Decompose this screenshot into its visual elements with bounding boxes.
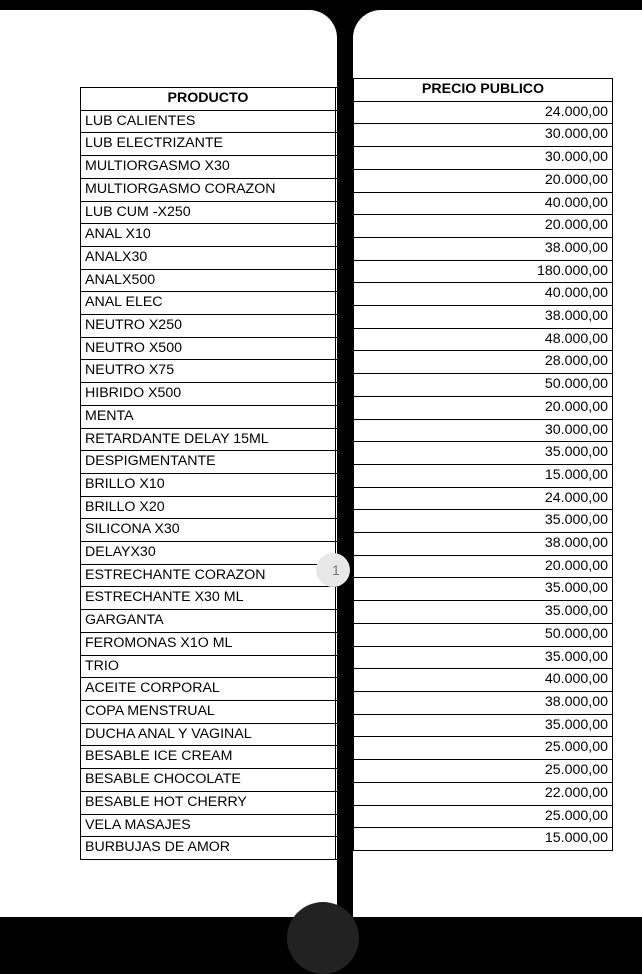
product-row	[81, 769, 338, 792]
price-value: 30.000,00	[354, 147, 613, 170]
price-row	[354, 623, 613, 646]
price-value: 50.000,00	[354, 374, 613, 397]
price-row	[354, 237, 613, 260]
product-name: GARGANTA	[81, 610, 336, 633]
price-row	[354, 828, 613, 851]
product-name: BESABLE ICE CREAM	[81, 746, 336, 769]
product-row	[81, 246, 338, 269]
product-row	[81, 746, 338, 769]
product-name: ESTRECHANTE CORAZON	[81, 564, 336, 587]
column-divider	[335, 246, 337, 269]
price-value: 40.000,00	[354, 669, 613, 692]
column-divider	[335, 428, 337, 451]
product-row	[81, 496, 338, 519]
right-page	[353, 10, 642, 917]
price-list	[354, 101, 613, 850]
price-row	[354, 782, 613, 805]
product-name: LUB ELECTRIZANTE	[81, 133, 336, 156]
column-divider	[335, 723, 337, 746]
product-name: ANALX30	[81, 246, 336, 269]
product-row	[81, 110, 338, 133]
product-header-row	[81, 88, 338, 111]
price-value: 22.000,00	[354, 782, 613, 805]
price-row	[354, 487, 613, 510]
product-name: ESTRECHANTE X30 ML	[81, 587, 336, 610]
column-divider	[335, 156, 337, 179]
product-row	[81, 542, 338, 565]
price-row	[354, 691, 613, 714]
column-divider	[335, 678, 337, 701]
product-name: BESABLE CHOCOLATE	[81, 769, 336, 792]
column-divider	[335, 337, 337, 360]
price-value: 38.000,00	[354, 306, 613, 329]
product-row	[81, 405, 338, 428]
price-row	[354, 555, 613, 578]
scroll-handle[interactable]	[287, 902, 359, 974]
price-value: 20.000,00	[354, 555, 613, 578]
price-row	[354, 760, 613, 783]
product-row	[81, 337, 338, 360]
price-header-row	[354, 79, 613, 102]
product-table	[80, 87, 337, 860]
product-row	[81, 156, 338, 179]
price-row	[354, 714, 613, 737]
product-name: NEUTRO X500	[81, 337, 336, 360]
product-name: BESABLE HOT CHERRY	[81, 791, 336, 814]
price-value: 30.000,00	[354, 124, 613, 147]
price-value: 35.000,00	[354, 578, 613, 601]
product-row	[81, 360, 338, 383]
price-value: 38.000,00	[354, 691, 613, 714]
product-row	[81, 383, 338, 406]
price-row	[354, 601, 613, 624]
price-row	[354, 464, 613, 487]
price-value: 40.000,00	[354, 283, 613, 306]
product-name: ACEITE CORPORAL	[81, 678, 336, 701]
price-row	[354, 306, 613, 329]
product-row	[81, 655, 338, 678]
product-row	[81, 632, 338, 655]
left-page	[0, 10, 337, 917]
product-name: DUCHA ANAL Y VAGINAL	[81, 723, 336, 746]
product-list	[81, 110, 338, 859]
price-value: 20.000,00	[354, 169, 613, 192]
product-name: ANALX500	[81, 269, 336, 292]
price-value: 35.000,00	[354, 601, 613, 624]
column-divider	[335, 746, 337, 769]
price-value: 48.000,00	[354, 328, 613, 351]
column-divider	[335, 315, 337, 338]
column-divider	[335, 110, 337, 133]
column-divider	[335, 814, 337, 837]
product-row	[81, 837, 338, 860]
column-divider	[335, 360, 337, 383]
column-divider	[335, 655, 337, 678]
price-row	[354, 124, 613, 147]
product-name: MULTIORGASMO CORAZON	[81, 178, 336, 201]
price-row	[354, 192, 613, 215]
price-row	[354, 328, 613, 351]
product-row	[81, 678, 338, 701]
price-row	[354, 533, 613, 556]
product-name: VELA MASAJES	[81, 814, 336, 837]
product-row	[81, 269, 338, 292]
price-table	[353, 78, 613, 851]
price-value: 35.000,00	[354, 510, 613, 533]
product-row	[81, 224, 338, 247]
product-row	[81, 791, 338, 814]
price-value: 15.000,00	[354, 464, 613, 487]
price-row	[354, 351, 613, 374]
price-value: 20.000,00	[354, 396, 613, 419]
product-name: TRIO	[81, 655, 336, 678]
product-name: ANAL ELEC	[81, 292, 336, 315]
price-value: 40.000,00	[354, 192, 613, 215]
price-value: 38.000,00	[354, 533, 613, 556]
price-row	[354, 260, 613, 283]
product-name: ANAL X10	[81, 224, 336, 247]
product-row	[81, 610, 338, 633]
column-divider	[335, 700, 337, 723]
product-row	[81, 473, 338, 496]
column-divider	[335, 587, 337, 610]
product-name: DESPIGMENTANTE	[81, 451, 336, 474]
price-value: 180.000,00	[354, 260, 613, 283]
price-row	[354, 374, 613, 397]
column-divider	[335, 473, 337, 496]
column-divider	[335, 224, 337, 247]
product-row	[81, 587, 338, 610]
column-divider	[335, 791, 337, 814]
price-row	[354, 215, 613, 238]
product-name: BURBUJAS DE AMOR	[81, 837, 336, 860]
product-row	[81, 133, 338, 156]
price-value: 24.000,00	[354, 101, 613, 124]
price-value: 50.000,00	[354, 623, 613, 646]
price-value: 24.000,00	[354, 487, 613, 510]
price-row	[354, 169, 613, 192]
product-row	[81, 723, 338, 746]
column-divider	[335, 405, 337, 428]
product-name: DELAYX30	[81, 542, 336, 565]
column-divider	[335, 496, 337, 519]
column-divider	[335, 451, 337, 474]
product-name: LUB CALIENTES	[81, 110, 336, 133]
product-name: MULTIORGASMO X30	[81, 156, 336, 179]
column-divider	[335, 269, 337, 292]
product-row	[81, 315, 338, 338]
product-row	[81, 178, 338, 201]
product-name: NEUTRO X250	[81, 315, 336, 338]
price-value: 25.000,00	[354, 737, 613, 760]
product-name: NEUTRO X75	[81, 360, 336, 383]
price-row	[354, 147, 613, 170]
price-value: 38.000,00	[354, 237, 613, 260]
product-row	[81, 428, 338, 451]
price-header: PRECIO PUBLICO	[354, 79, 613, 102]
column-divider	[335, 201, 337, 224]
column-divider	[335, 178, 337, 201]
product-name: SILICONA X30	[81, 519, 336, 542]
column-divider	[335, 519, 337, 542]
product-name: RETARDANTE DELAY 15ML	[81, 428, 336, 451]
price-row	[354, 805, 613, 828]
price-row	[354, 396, 613, 419]
price-row	[354, 669, 613, 692]
price-value: 35.000,00	[354, 646, 613, 669]
product-name: BRILLO X20	[81, 496, 336, 519]
product-row	[81, 700, 338, 723]
price-row	[354, 101, 613, 124]
product-row	[81, 519, 338, 542]
product-header: PRODUCTO	[81, 88, 336, 111]
column-divider	[335, 610, 337, 633]
price-value: 25.000,00	[354, 805, 613, 828]
column-divider	[335, 769, 337, 792]
product-name: HIBRIDO X500	[81, 383, 336, 406]
product-name: BRILLO X10	[81, 473, 336, 496]
price-row	[354, 510, 613, 533]
price-value: 35.000,00	[354, 714, 613, 737]
product-row	[81, 814, 338, 837]
price-value: 28.000,00	[354, 351, 613, 374]
price-value: 35.000,00	[354, 442, 613, 465]
price-value: 20.000,00	[354, 215, 613, 238]
price-row	[354, 419, 613, 442]
column-divider	[335, 292, 337, 315]
column-divider	[335, 88, 337, 111]
product-name: LUB CUM -X250	[81, 201, 336, 224]
column-divider	[335, 383, 337, 406]
column-divider	[335, 837, 337, 860]
product-name: MENTA	[81, 405, 336, 428]
product-row	[81, 201, 338, 224]
product-name: FEROMONAS X1O ML	[81, 632, 336, 655]
price-value: 15.000,00	[354, 828, 613, 851]
product-row	[81, 564, 338, 587]
product-row	[81, 292, 338, 315]
price-row	[354, 442, 613, 465]
price-value: 25.000,00	[354, 760, 613, 783]
product-name: COPA MENSTRUAL	[81, 700, 336, 723]
product-row	[81, 451, 338, 474]
page-indicator[interactable]: 1	[316, 553, 350, 587]
column-divider	[335, 133, 337, 156]
price-row	[354, 283, 613, 306]
column-divider	[335, 632, 337, 655]
price-row	[354, 578, 613, 601]
price-row	[354, 737, 613, 760]
price-row	[354, 646, 613, 669]
price-value: 30.000,00	[354, 419, 613, 442]
